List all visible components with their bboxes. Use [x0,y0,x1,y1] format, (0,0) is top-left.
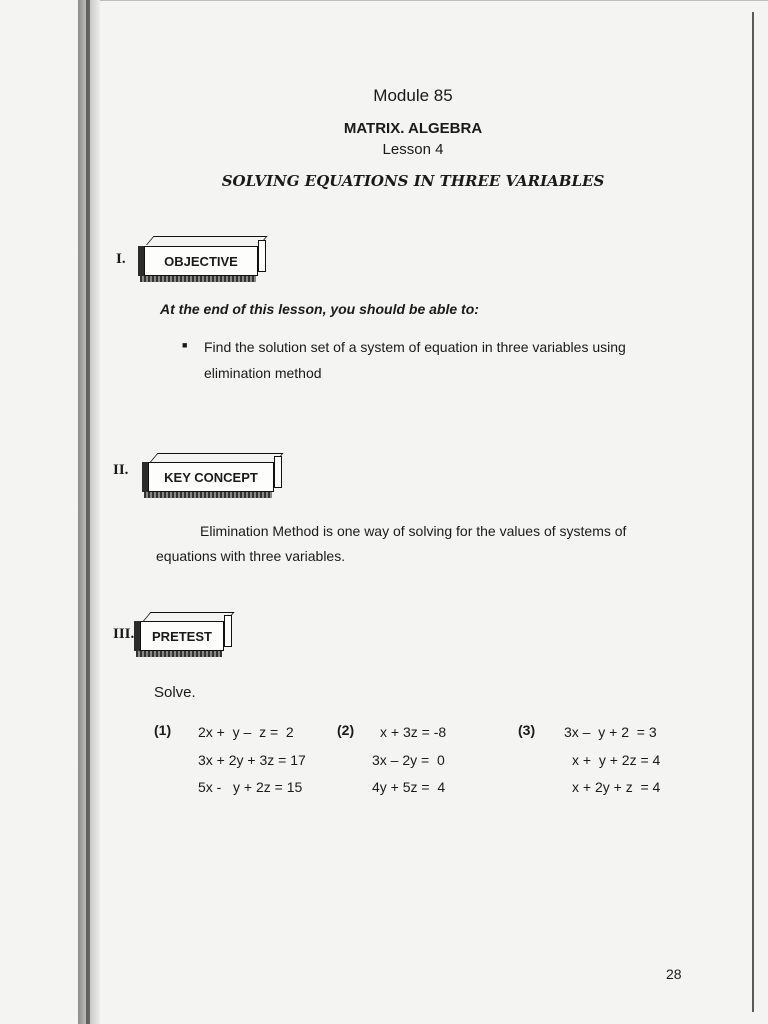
problem-2-eq2: 3x – 2y = 0 [372,752,445,768]
top-edge [100,0,768,1]
problem-3-label: (3) [518,722,536,738]
subject-title: MATRIX. ALGEBRA [343,120,483,137]
problem-1-eq1: 2x + y – z = 2 [198,724,294,740]
topic-title: SOLVING EQUATIONS IN THREE VARIABLES [221,172,605,190]
key-concept-label: KEY CONCEPT [164,469,258,485]
page-number: 28 [666,966,682,982]
page-right-edge [752,12,754,1012]
bullet-icon: ■ [182,340,188,350]
objective-label: OBJECTIVE [164,253,238,269]
problem-3-eq2: x + y + 2z = 4 [572,752,661,768]
module-title: Module 85 [373,86,453,105]
problem-1-label: (1) [154,722,172,738]
section-number-pretest: III. [113,626,135,642]
section-number-objective: I. [116,251,126,267]
problem-3-eq3: x + 2y + z = 4 [572,779,661,795]
pretest-instruction: Solve. [154,684,196,701]
objective-bullet-line1: Find the solution set of a system of equation in three variables using [204,339,626,355]
section-number-key-concept: II. [113,462,129,478]
problem-2-eq3: 4y + 5z = 4 [372,779,446,795]
key-concept-text-line1: Elimination Method is one way of solving for the values of systems of [200,523,627,539]
objective-intro: At the end of this lesson, you should be able to: [160,301,479,317]
problem-1-eq3: 5x - y + 2z = 15 [198,779,303,795]
problem-2-eq1: x + 3z = -8 [380,724,447,740]
lesson-title: Lesson 4 [382,141,444,158]
problem-1-eq2: 3x + 2y + 3z = 17 [198,752,306,768]
problem-2-label: (2) [337,722,355,738]
pretest-label: PRETEST [152,628,212,644]
problem-3-eq1: 3x – y + 2 = 3 [564,724,657,740]
key-concept-text-line2: equations with three variables. [156,548,346,564]
objective-bullet-line2: elimination method [204,365,322,381]
